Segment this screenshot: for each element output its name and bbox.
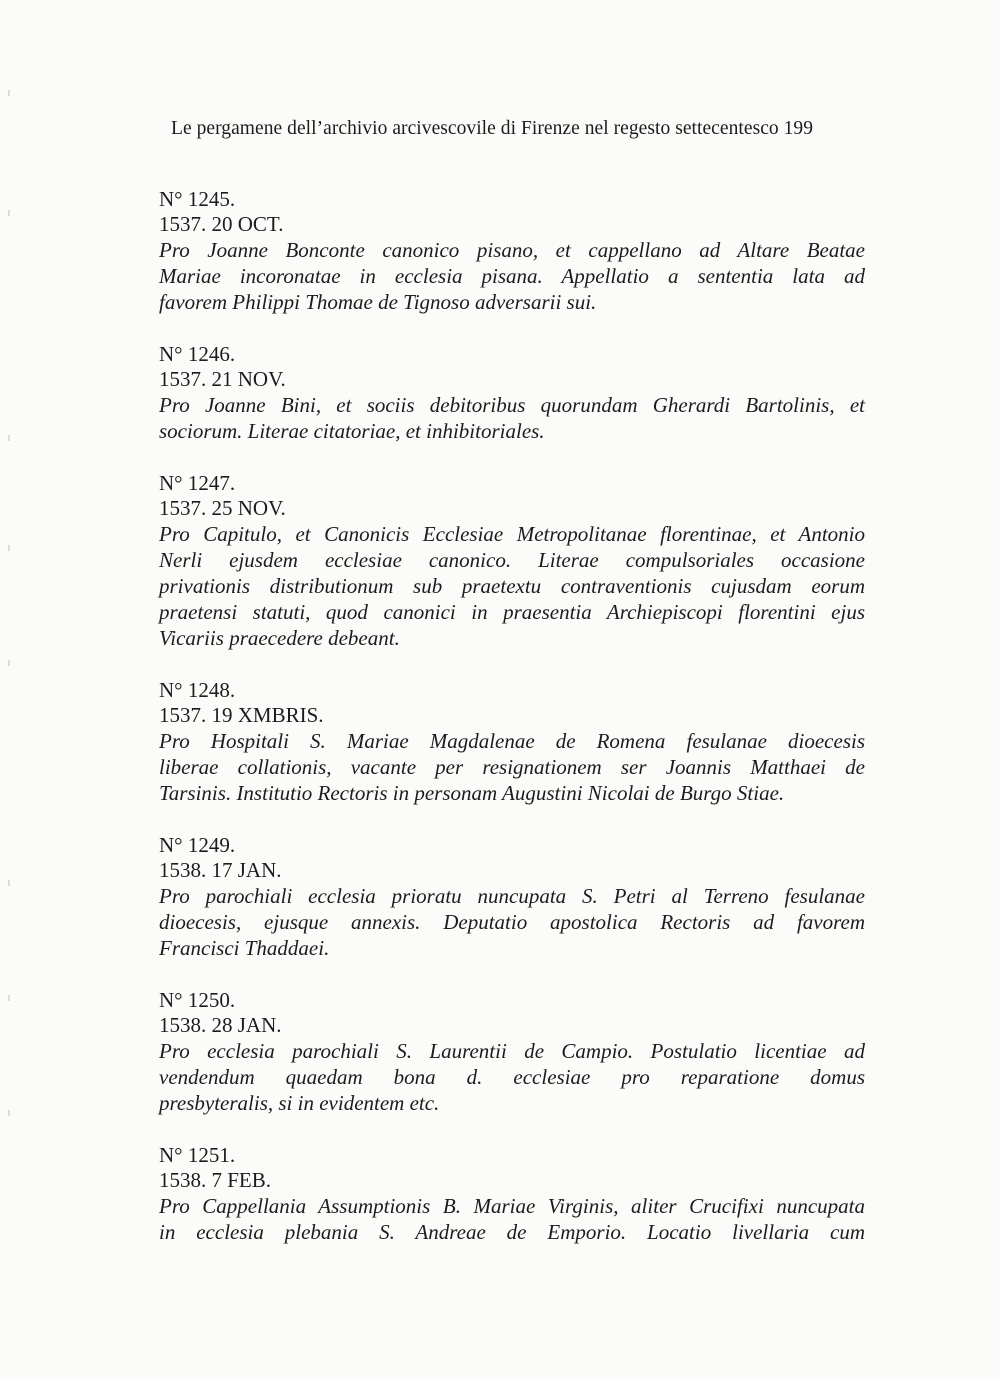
entry-date: 1538. 17 JAN.	[159, 858, 282, 882]
entry-summary-line: Pro parochiali ecclesia prioratu nuncupata S. Petri al Terreno fesulanae	[159, 884, 865, 908]
entry-date: 1538. 7 FEB.	[159, 1168, 272, 1192]
page-edge-specks	[8, 90, 14, 1290]
register-entry	[159, 471, 865, 651]
entry-summary-line: Francisci Thaddaei.	[159, 936, 330, 960]
entry-summary-line: Pro ecclesia parochiali S. Laurentii de Campio. Postulatio licentiae ad	[159, 1039, 865, 1063]
register-entry	[159, 678, 865, 806]
entry-summary	[159, 392, 865, 444]
entry-summary-line: favorem Philippi Thomae de Tignoso adversarii sui.	[159, 290, 597, 314]
entry-summary-line: Pro Hospitali S. Mariae Magdalenae de Romena fesulanae dioecesis	[159, 729, 865, 753]
entry-summary	[159, 237, 865, 315]
entry-summary-line: in ecclesia plebania S. Andreae de Emporio. Locatio livellaria cum	[159, 1220, 865, 1244]
entry-summary-line: Mariae incoronatae in ecclesia pisana. Appellatio a sententia lata ad	[159, 264, 865, 288]
entry-date: 1537. 20 OCT.	[159, 212, 284, 236]
entry-summary-line: Vicariis praecedere debeant.	[159, 626, 400, 650]
edge-speck	[8, 545, 10, 551]
entry-summary	[159, 883, 865, 961]
entry-summary-line: privationis distributionum sub praetextu contraventionis cujusdam eorum	[159, 574, 865, 598]
entry-summary	[159, 728, 865, 806]
edge-speck	[8, 90, 10, 96]
entry-date: 1538. 28 JAN.	[159, 1013, 282, 1037]
entry-summary-line: liberae collationis, vacante per resignationem ser Joannis Matthaei de	[159, 755, 865, 779]
register-entry	[159, 1143, 865, 1245]
entry-summary-line: dioecesis, ejusque annexis. Deputatio apostolica Rectoris ad favorem	[159, 910, 865, 934]
entry-number: N° 1247.	[159, 471, 236, 495]
entry-summary	[159, 1038, 865, 1116]
entry-number: N° 1251.	[159, 1143, 236, 1167]
register-entry	[159, 988, 865, 1116]
entry-summary-line: vendendum quaedam bona d. ecclesiae pro reparatione domus	[159, 1065, 865, 1089]
entry-date: 1537. 25 NOV.	[159, 496, 286, 520]
edge-speck	[8, 210, 10, 216]
entry-date: 1537. 19 XMBRIS.	[159, 703, 324, 727]
entry-summary-line: presbyteralis, si in evidentem etc.	[159, 1091, 440, 1115]
entry-summary-line: praetensi statuti, quod canonici in praesentia Archiepiscopi florentini ejus	[159, 600, 865, 624]
entry-summary-line: Nerli ejusdem ecclesiae canonico. Literae compulsoriales occasione	[159, 548, 865, 572]
edge-speck	[8, 880, 10, 886]
entry-number: N° 1246.	[159, 342, 236, 366]
edge-speck	[8, 435, 10, 441]
entry-summary	[159, 521, 865, 651]
register-entry	[159, 342, 865, 444]
register-entry	[159, 833, 865, 961]
entry-summary-line: Pro Cappellania Assumptionis B. Mariae Virginis, aliter Crucifixi nuncupata	[159, 1194, 865, 1218]
entry-summary-line: Pro Joanne Bonconte canonico pisano, et cappellano ad Altare Beatae	[159, 238, 865, 262]
edge-speck	[8, 660, 10, 666]
running-head: Le pergamene dell’archivio arcivescovile di Firenze nel regesto settecentesco 199	[171, 118, 814, 139]
entry-summary	[159, 1193, 865, 1245]
entry-date: 1537. 21 NOV.	[159, 367, 286, 391]
entry-number: N° 1245.	[159, 187, 236, 211]
entry-summary-line: Tarsinis. Institutio Rectoris in personam Augustini Nicolai de Burgo Stiae.	[159, 781, 785, 805]
entries-list	[159, 187, 865, 1272]
entry-number: N° 1248.	[159, 678, 236, 702]
register-entry	[159, 187, 865, 315]
entry-summary-line: Pro Capitulo, et Canonicis Ecclesiae Metropolitanae florentinae, et Antonio	[159, 522, 865, 546]
entry-number: N° 1250.	[159, 988, 236, 1012]
entry-summary-line: sociorum. Literae citatoriae, et inhibitoriales.	[159, 419, 545, 443]
entry-number: N° 1249.	[159, 833, 236, 857]
edge-speck	[8, 1110, 10, 1116]
entry-summary-line: Pro Joanne Bini, et sociis debitoribus quorundam Gherardi Bartolinis, et	[159, 393, 865, 417]
edge-speck	[8, 995, 10, 1001]
